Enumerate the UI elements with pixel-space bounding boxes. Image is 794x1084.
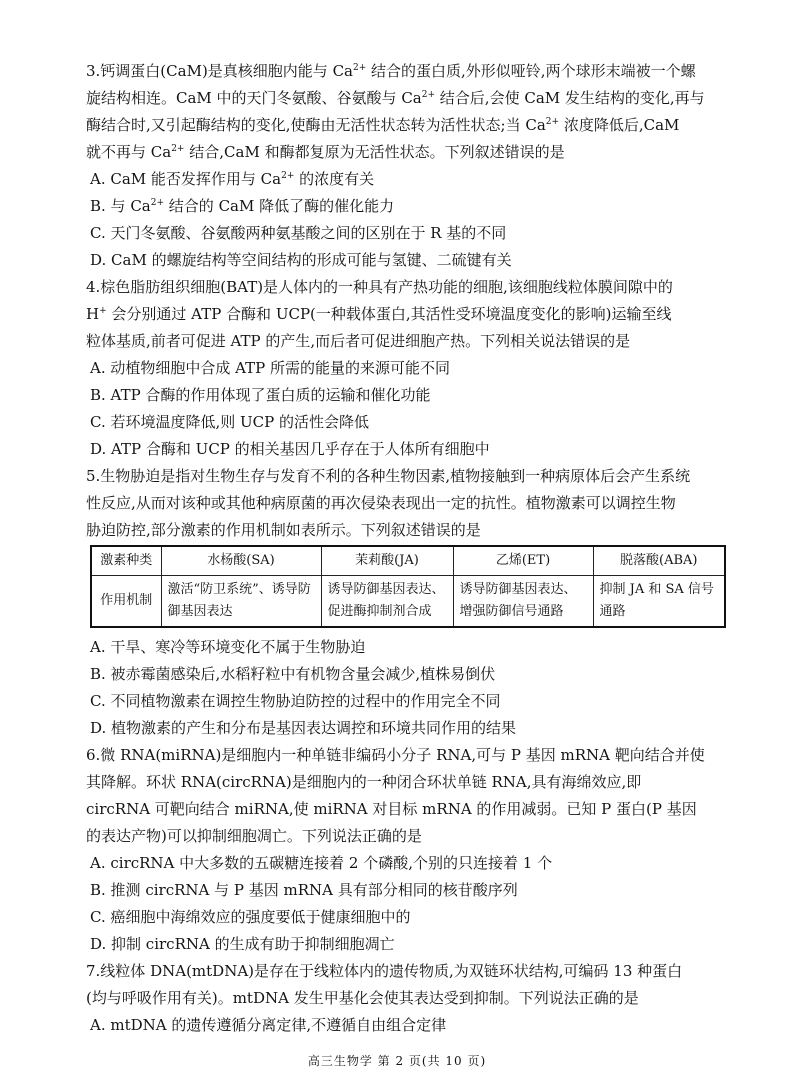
question-7 <box>86 958 726 1039</box>
table-row-label: 作用机制 <box>91 576 161 628</box>
q4-line-3: 粒体基质,前者可促进 ATP 的产生,而后者可促进细胞产热。下列相关说法错误的是 <box>86 332 631 350</box>
q3-option-d: D. CaM 的螺旋结构等空间结构的形成可能与氢键、二硫键有关 <box>90 251 512 269</box>
table-header-cell: 脱落酸(ABA) <box>593 546 725 576</box>
q3-option-b: B. 与 $Ca^{2+}$ 结合的 CaM 降低了酶的催化能力 <box>90 197 395 215</box>
q6-option-b: B. 推测 circRNA 与 P 基因 mRNA 具有部分相同的核苷酸序列 <box>90 881 518 899</box>
q6-line-3: circRNA 可靶向结合 miRNA,使 miRNA 对目标 mRNA 的作用减弱。已知 P 蛋白(P 基因 <box>86 800 697 818</box>
q4-line-1: 4.棕色脂肪组织细胞(BAT)是人体内的一种具有产热功能的细胞,该细胞线粒体膜间隙中的 <box>86 278 673 296</box>
q3-line-3: 酶结合时,又引起酶结构的变化,使酶由无活性状态转为活性状态;当 $Ca^{2+}$ 浓度降低后,CaM <box>86 116 680 134</box>
table-header-cell: 激素种类 <box>91 546 161 576</box>
question-6 <box>86 742 726 958</box>
question-5 <box>86 463 726 544</box>
q7-line-1: 7.线粒体 DNA(mtDNA)是存在于线粒体内的遗传物质,为双链环状结构,可编码 13 种蛋白 <box>86 962 683 980</box>
q7-option-a: A. mtDNA 的遗传遵循分离定律,不遵循自由组合定律 <box>90 1016 447 1034</box>
question-5-options <box>86 634 726 742</box>
question-3 <box>86 58 726 274</box>
q6-option-d: D. 抑制 circRNA 的生成有助于抑制细胞凋亡 <box>90 935 395 953</box>
hormone-table <box>90 545 726 628</box>
q3-line-4: 就不再与 $Ca^{2+}$ 结合,CaM 和酶都复原为无活性状态。下列叙述错误的是 <box>86 143 565 161</box>
table-header-cell: 乙烯(ET) <box>453 546 593 576</box>
q5-line-1: 5.生物胁迫是指对生物生存与发育不利的各种生物因素,植物接触到一种病原体后会产生系统 <box>86 467 691 485</box>
q6-line-4: 的表达产物)可以抑制细胞凋亡。下列说法正确的是 <box>86 827 422 845</box>
table-header-cell: 水杨酸(SA) <box>161 546 321 576</box>
q6-line-1: 6.微 RNA(miRNA)是细胞内一种单链非编码小分子 RNA,可与 P 基因 mRNA 靶向结合并使 <box>86 746 705 764</box>
q5-option-d: D. 植物激素的产生和分布是基因表达调控和环境共同作用的结果 <box>90 719 517 737</box>
q5-option-a: A. 干旱、寒冷等环境变化不属于生物胁迫 <box>90 638 366 656</box>
table-cell: 诱导防御基因表达、促进酶抑制剂合成 <box>321 576 453 628</box>
q4-option-d: D. ATP 合酶和 UCP 的相关基因几乎存在于人体所有细胞中 <box>90 440 490 458</box>
question-4 <box>86 274 726 463</box>
q5-option-c: C. 不同植物激素在调控生物胁迫防控的过程中的作用完全不同 <box>90 692 501 710</box>
table-cell: 诱导防御基因表达、增强防御信号通路 <box>453 576 593 628</box>
q6-line-2: 其降解。环状 RNA(circRNA)是细胞内的一种闭合环状单链 RNA,具有海绵效应,即 <box>86 773 642 791</box>
q3-line-1: 3.钙调蛋白(CaM)是真核细胞内能与 $Ca^{2+}$ 结合的蛋白质,外形似哑铃,两个球形末端被一个螺 <box>86 62 696 80</box>
q3-option-c: C. 天门冬氨酸、谷氨酸两种氨基酸之间的区别在于 R 基的不同 <box>90 224 507 242</box>
q3-option-a: A. CaM 能否发挥作用与 $Ca^{2+}$ 的浓度有关 <box>90 170 375 188</box>
q7-line-2: (均与呼吸作用有关)。mtDNA 发生甲基化会使其表达受到抑制。下列说法正确的是 <box>86 989 639 1007</box>
q5-line-2: 性反应,从而对该种或其他种病原菌的再次侵染表现出一定的抗性。植物激素可以调控生物 <box>86 494 676 512</box>
table-cell: 激活“防卫系统”、诱导防御基因表达 <box>161 576 321 628</box>
q4-option-c: C. 若环境温度降低,则 UCP 的活性会降低 <box>90 413 369 431</box>
q4-option-b: B. ATP 合酶的作用体现了蛋白质的运输和催化功能 <box>90 386 431 404</box>
q5-line-3: 胁迫防控,部分激素的作用机制如表所示。下列叙述错误的是 <box>86 521 481 539</box>
hormone-table-row <box>91 576 725 628</box>
page-footer: 高三生物学 第 2 页(共 10 页) <box>307 1054 487 1068</box>
q5-option-b: B. 被赤霉菌感染后,水稻籽粒中有机物含量会减少,植株易倒伏 <box>90 665 496 683</box>
table-cell: 抑制 JA 和 SA 信号通路 <box>593 576 725 628</box>
q4-option-a: A. 动植物细胞中合成 ATP 所需的能量的来源可能不同 <box>90 359 451 377</box>
q4-line-2: H+ 会分别通过 ATP 合酶和 UCP(一种载体蛋白,其活性受环境温度变化的影响)运输至线 <box>86 305 672 323</box>
q3-line-2: 旋结构相连。CaM 中的天门冬氨酸、谷氨酸与 $Ca^{2+}$ 结合后,会使 CaM 发生结构的变化,再与 <box>86 89 705 107</box>
q6-option-a: A. circRNA 中大多数的五碳糖连接着 2 个磷酸,个别的只连接着 1 个 <box>90 854 553 872</box>
hormone-table-header-row <box>91 546 725 576</box>
q6-option-c: C. 癌细胞中海绵效应的强度要低于健康细胞中的 <box>90 908 411 926</box>
table-header-cell: 茉莉酸(JA) <box>321 546 453 576</box>
